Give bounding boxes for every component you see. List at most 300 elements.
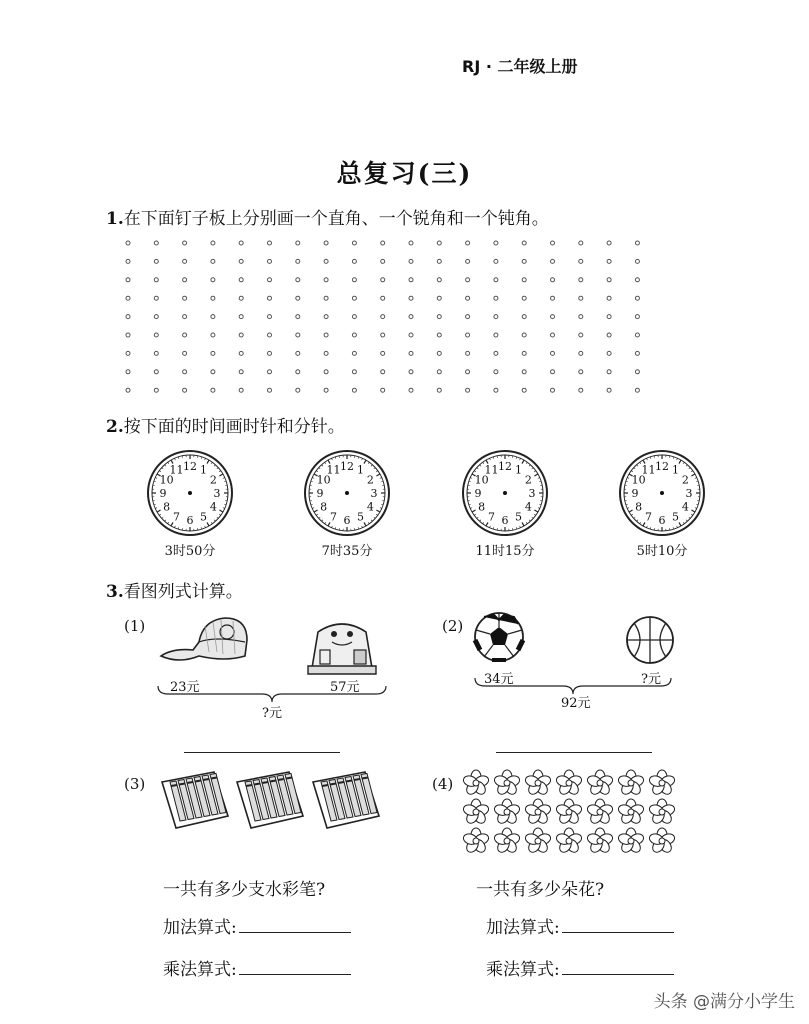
problem-3-label: (3) — [124, 775, 146, 793]
peg[interactable] — [324, 370, 328, 374]
flower-icon — [555, 828, 583, 854]
clock-numeral: 9 — [631, 487, 639, 500]
clock-numeral: 2 — [524, 473, 532, 487]
peg[interactable] — [126, 333, 130, 337]
peg[interactable] — [607, 370, 611, 374]
clock-numeral: 7 — [488, 510, 495, 524]
peg[interactable] — [437, 333, 441, 337]
problem-4-multiplication-row — [486, 955, 674, 980]
peg[interactable] — [352, 333, 356, 337]
peg[interactable] — [352, 241, 356, 245]
peg[interactable] — [324, 241, 328, 245]
peg[interactable] — [183, 315, 187, 319]
peg[interactable] — [239, 370, 243, 374]
peg[interactable] — [409, 241, 413, 245]
clock-numeral: 2 — [366, 473, 374, 487]
peg[interactable] — [579, 315, 583, 319]
peg[interactable] — [211, 241, 215, 245]
peg[interactable] — [296, 315, 300, 319]
clock-numeral: 1 — [515, 463, 522, 477]
peg[interactable] — [522, 351, 526, 355]
peg[interactable] — [239, 351, 243, 355]
peg[interactable] — [579, 278, 583, 282]
peg[interactable] — [239, 296, 243, 300]
clock-numeral: 6 — [658, 514, 666, 527]
clock-numeral: 5 — [200, 510, 207, 524]
peg[interactable] — [211, 351, 215, 355]
clock-numeral: 5 — [672, 510, 679, 524]
clock-numeral: 4 — [681, 500, 689, 514]
flower-icon — [617, 799, 645, 825]
peg[interactable] — [268, 241, 272, 245]
peg[interactable] — [239, 333, 243, 337]
problem-4-label: (4) — [432, 775, 454, 793]
peg[interactable] — [437, 388, 441, 392]
peg[interactable] — [154, 370, 158, 374]
flower-icon — [617, 828, 645, 854]
peg[interactable] — [296, 278, 300, 282]
flower-grid — [462, 768, 692, 860]
peg[interactable] — [607, 315, 611, 319]
peg-board[interactable] — [118, 234, 648, 394]
peg[interactable] — [579, 241, 583, 245]
peg[interactable] — [466, 241, 470, 245]
peg[interactable] — [437, 351, 441, 355]
flower-icon — [462, 770, 490, 796]
peg[interactable] — [154, 388, 158, 392]
peg[interactable] — [494, 241, 498, 245]
peg[interactable] — [183, 388, 187, 392]
clock-2[interactable] — [302, 448, 392, 542]
peg[interactable] — [466, 333, 470, 337]
clock-3[interactable] — [460, 448, 550, 542]
peg[interactable] — [154, 351, 158, 355]
peg[interactable] — [296, 333, 300, 337]
cap-icon — [155, 612, 255, 672]
peg[interactable] — [466, 278, 470, 282]
clock-numeral: 9 — [159, 487, 167, 500]
peg[interactable] — [268, 388, 272, 392]
clock-2-caption: 7时35分 — [321, 544, 373, 559]
clock-numeral: 4 — [209, 500, 217, 514]
flower-icon — [524, 770, 552, 796]
peg[interactable] — [607, 278, 611, 282]
clock-numeral: 1 — [200, 463, 207, 477]
peg[interactable] — [494, 296, 498, 300]
peg[interactable] — [381, 388, 385, 392]
peg[interactable] — [635, 315, 639, 319]
peg[interactable] — [551, 259, 555, 263]
problem-1-total: ?元 — [262, 706, 282, 721]
clock-numeral: 1 — [357, 463, 364, 477]
peg[interactable] — [268, 333, 272, 337]
clock-center — [188, 491, 192, 495]
clock-numeral: 6 — [501, 514, 509, 527]
clock-numeral: 8 — [478, 500, 486, 514]
clock-numeral: 10 — [159, 473, 174, 487]
peg[interactable] — [126, 278, 130, 282]
addition-answer-line[interactable] — [239, 918, 351, 933]
peg[interactable] — [409, 370, 413, 374]
peg[interactable] — [268, 370, 272, 374]
peg[interactable] — [324, 351, 328, 355]
peg[interactable] — [211, 278, 215, 282]
peg[interactable] — [381, 296, 385, 300]
peg[interactable] — [381, 333, 385, 337]
peg[interactable] — [551, 315, 555, 319]
peg[interactable] — [551, 351, 555, 355]
peg[interactable] — [296, 351, 300, 355]
peg[interactable] — [183, 259, 187, 263]
problem-3-addition-row — [163, 913, 351, 938]
question-1 — [106, 204, 549, 229]
question-2-number: 2. — [106, 417, 124, 437]
peg[interactable] — [494, 333, 498, 337]
peg[interactable] — [324, 388, 328, 392]
clock-numeral: 8 — [635, 500, 643, 514]
clock-numeral: 10 — [474, 473, 489, 487]
addition-label: 加法算式: — [486, 918, 560, 938]
clock-numeral: 11 — [169, 463, 184, 477]
clock-numeral: 7 — [330, 510, 337, 524]
peg[interactable] — [494, 388, 498, 392]
clock-numeral: 9 — [316, 487, 324, 500]
problem-4-question: 一共有多少朵花? — [476, 880, 605, 900]
peg[interactable] — [635, 370, 639, 374]
peg[interactable] — [126, 351, 130, 355]
peg[interactable] — [381, 278, 385, 282]
question-2-text: 按下面的时间画时针和分针。 — [123, 417, 345, 437]
flower-icon — [493, 770, 521, 796]
peg[interactable] — [126, 259, 130, 263]
peg[interactable] — [466, 296, 470, 300]
peg[interactable] — [466, 370, 470, 374]
flower-icon — [648, 828, 676, 854]
peg[interactable] — [635, 388, 639, 392]
peg[interactable] — [352, 296, 356, 300]
problem-3-multiplication-row — [163, 955, 351, 980]
problem-3-question: 一共有多少支水彩笔? — [163, 880, 326, 900]
peg[interactable] — [239, 259, 243, 263]
peg[interactable] — [607, 241, 611, 245]
page-title: 总复习(三) — [336, 159, 473, 188]
backpack-icon — [302, 614, 382, 676]
multiplication-answer-line[interactable] — [239, 960, 351, 975]
peg[interactable] — [296, 241, 300, 245]
peg[interactable] — [154, 315, 158, 319]
peg[interactable] — [126, 388, 130, 392]
problem-4-addition-row — [486, 913, 674, 938]
flower-icon — [555, 770, 583, 796]
peg[interactable] — [296, 259, 300, 263]
flower-icon — [586, 828, 614, 854]
peg[interactable] — [324, 333, 328, 337]
peg[interactable] — [211, 315, 215, 319]
peg[interactable] — [522, 315, 526, 319]
peg[interactable] — [607, 296, 611, 300]
peg[interactable] — [126, 241, 130, 245]
peg[interactable] — [607, 259, 611, 263]
peg[interactable] — [183, 296, 187, 300]
question-3 — [106, 577, 243, 602]
peg[interactable] — [579, 296, 583, 300]
peg[interactable] — [183, 370, 187, 374]
multiplication-answer-line[interactable] — [562, 960, 674, 975]
peg[interactable] — [437, 296, 441, 300]
peg[interactable] — [409, 259, 413, 263]
clock-numeral: 12 — [183, 460, 197, 473]
peg[interactable] — [551, 388, 555, 392]
peg[interactable] — [239, 241, 243, 245]
multiplication-label: 乘法算式: — [163, 960, 237, 980]
clock-numeral: 10 — [631, 473, 646, 487]
peg[interactable] — [352, 259, 356, 263]
flower-icon — [555, 799, 583, 825]
question-1-number: 1. — [106, 209, 124, 229]
clock-4[interactable] — [617, 448, 707, 542]
question-3-text: 看图列式计算。 — [123, 582, 243, 602]
peg[interactable] — [296, 388, 300, 392]
peg[interactable] — [296, 370, 300, 374]
peg[interactable] — [154, 296, 158, 300]
peg[interactable] — [381, 241, 385, 245]
flower-icon — [524, 828, 552, 854]
peg[interactable] — [296, 296, 300, 300]
peg[interactable] — [352, 278, 356, 282]
peg[interactable] — [409, 351, 413, 355]
problem-1-label: (1) — [124, 617, 146, 635]
peg[interactable] — [522, 333, 526, 337]
clock-numeral: 4 — [366, 500, 374, 514]
peg[interactable] — [522, 278, 526, 282]
clock-numeral: 10 — [316, 473, 331, 487]
flower-icon — [493, 799, 521, 825]
peg[interactable] — [437, 241, 441, 245]
peg[interactable] — [635, 278, 639, 282]
peg[interactable] — [239, 278, 243, 282]
peg[interactable] — [409, 315, 413, 319]
peg[interactable] — [635, 241, 639, 245]
peg[interactable] — [268, 278, 272, 282]
clock-numeral: 3 — [213, 487, 221, 500]
peg[interactable] — [551, 278, 555, 282]
flower-icon — [586, 770, 614, 796]
clock-numeral: 5 — [357, 510, 364, 524]
problem-2-total: 92元 — [561, 696, 591, 711]
peg[interactable] — [183, 351, 187, 355]
peg[interactable] — [437, 370, 441, 374]
grade-label: RJ · 二年级上册 — [462, 57, 578, 76]
peg[interactable] — [579, 388, 583, 392]
peg[interactable] — [154, 333, 158, 337]
clock-numeral: 8 — [163, 500, 171, 514]
peg[interactable] — [494, 278, 498, 282]
peg[interactable] — [154, 259, 158, 263]
peg[interactable] — [183, 278, 187, 282]
flower-icon — [462, 799, 490, 825]
peg[interactable] — [579, 351, 583, 355]
peg[interactable] — [409, 388, 413, 392]
peg[interactable] — [183, 241, 187, 245]
clock-numeral: 9 — [474, 487, 482, 500]
peg[interactable] — [268, 296, 272, 300]
flower-icon — [462, 828, 490, 854]
peg[interactable] — [239, 388, 243, 392]
peg[interactable] — [635, 333, 639, 337]
clock-center — [345, 491, 349, 495]
peg[interactable] — [579, 370, 583, 374]
peg[interactable] — [381, 351, 385, 355]
peg[interactable] — [268, 351, 272, 355]
flower-icon — [648, 770, 676, 796]
flower-icon — [648, 799, 676, 825]
peg[interactable] — [437, 259, 441, 263]
question-2 — [106, 412, 345, 437]
multiplication-label: 乘法算式: — [486, 960, 560, 980]
flower-icon — [586, 799, 614, 825]
flower-icon — [524, 799, 552, 825]
peg[interactable] — [126, 296, 130, 300]
peg[interactable] — [211, 333, 215, 337]
peg[interactable] — [409, 333, 413, 337]
clock-numeral: 7 — [645, 510, 652, 524]
clock-numeral: 11 — [641, 463, 656, 477]
peg[interactable] — [494, 259, 498, 263]
clock-center — [660, 491, 664, 495]
backpack-price: 57元 — [330, 680, 360, 695]
peg[interactable] — [522, 388, 526, 392]
peg[interactable] — [522, 370, 526, 374]
total-brace-1 — [156, 684, 388, 704]
peg[interactable] — [522, 259, 526, 263]
soccer-ball-price: 34元 — [484, 672, 514, 687]
peg[interactable] — [409, 278, 413, 282]
peg[interactable] — [352, 351, 356, 355]
peg[interactable] — [635, 296, 639, 300]
clock-numeral: 3 — [685, 487, 693, 500]
peg[interactable] — [579, 259, 583, 263]
peg[interactable] — [466, 388, 470, 392]
clock-center — [503, 491, 507, 495]
basketball-icon — [624, 614, 678, 666]
clock-numeral: 11 — [326, 463, 341, 477]
marker-box-icon — [233, 770, 305, 832]
clock-numeral: 1 — [672, 463, 679, 477]
peg[interactable] — [211, 388, 215, 392]
soccer-ball-icon — [472, 610, 526, 664]
peg[interactable] — [635, 351, 639, 355]
peg[interactable] — [324, 259, 328, 263]
peg[interactable] — [635, 259, 639, 263]
peg[interactable] — [211, 296, 215, 300]
peg[interactable] — [239, 315, 243, 319]
flower-icon — [493, 828, 521, 854]
problem-2-label: (2) — [442, 617, 464, 635]
clock-numeral: 4 — [524, 500, 532, 514]
peg[interactable] — [381, 315, 385, 319]
problem-1-answer-line[interactable] — [184, 751, 340, 753]
clock-numeral: 12 — [340, 460, 354, 473]
clock-numeral: 2 — [209, 473, 217, 487]
peg[interactable] — [381, 259, 385, 263]
peg[interactable] — [324, 296, 328, 300]
peg[interactable] — [494, 351, 498, 355]
peg[interactable] — [494, 370, 498, 374]
clock-numeral: 8 — [320, 500, 328, 514]
peg[interactable] — [352, 315, 356, 319]
clock-numeral: 12 — [655, 460, 669, 473]
clock-numeral: 3 — [528, 487, 536, 500]
peg[interactable] — [126, 370, 130, 374]
peg[interactable] — [466, 351, 470, 355]
question-1-text: 在下面钉子板上分别画一个直角、一个锐角和一个钝角。 — [123, 209, 549, 229]
clock-1[interactable] — [145, 448, 235, 542]
peg[interactable] — [126, 315, 130, 319]
peg[interactable] — [324, 278, 328, 282]
cap-price: 23元 — [170, 680, 200, 695]
addition-label: 加法算式: — [163, 918, 237, 938]
peg[interactable] — [551, 296, 555, 300]
peg[interactable] — [154, 241, 158, 245]
clock-numeral: 6 — [186, 514, 194, 527]
problem-2-answer-line[interactable] — [496, 751, 652, 753]
peg[interactable] — [494, 315, 498, 319]
question-3-number: 3. — [106, 582, 124, 602]
peg[interactable] — [522, 241, 526, 245]
peg[interactable] — [211, 370, 215, 374]
clock-3-caption: 11时15分 — [475, 544, 535, 559]
peg[interactable] — [268, 259, 272, 263]
peg[interactable] — [352, 388, 356, 392]
peg[interactable] — [607, 333, 611, 337]
clock-numeral: 3 — [370, 487, 378, 500]
marker-box-icon — [309, 770, 381, 832]
peg[interactable] — [522, 296, 526, 300]
clock-numeral: 7 — [173, 510, 180, 524]
clock-1-caption: 3时50分 — [164, 544, 216, 559]
peg[interactable] — [381, 370, 385, 374]
peg[interactable] — [607, 351, 611, 355]
peg[interactable] — [466, 259, 470, 263]
clock-4-caption: 5时10分 — [636, 544, 688, 559]
peg[interactable] — [607, 388, 611, 392]
peg[interactable] — [183, 333, 187, 337]
peg[interactable] — [551, 241, 555, 245]
peg[interactable] — [437, 315, 441, 319]
marker-box-icon — [158, 770, 230, 832]
peg[interactable] — [437, 278, 441, 282]
peg[interactable] — [324, 315, 328, 319]
addition-answer-line[interactable] — [562, 918, 674, 933]
peg[interactable] — [579, 333, 583, 337]
clock-numeral: 6 — [343, 514, 351, 527]
peg[interactable] — [211, 259, 215, 263]
clock-numeral: 12 — [498, 460, 512, 473]
peg[interactable] — [466, 315, 470, 319]
clock-numeral: 11 — [484, 463, 499, 477]
peg[interactable] — [409, 296, 413, 300]
peg[interactable] — [551, 333, 555, 337]
peg[interactable] — [268, 315, 272, 319]
clock-numeral: 2 — [681, 473, 689, 487]
peg[interactable] — [154, 278, 158, 282]
watermark: 头条 @满分小学生 — [653, 992, 795, 1012]
basketball-price: ?元 — [641, 672, 661, 687]
flower-icon — [617, 770, 645, 796]
peg[interactable] — [352, 370, 356, 374]
peg[interactable] — [551, 370, 555, 374]
clock-numeral: 5 — [515, 510, 522, 524]
